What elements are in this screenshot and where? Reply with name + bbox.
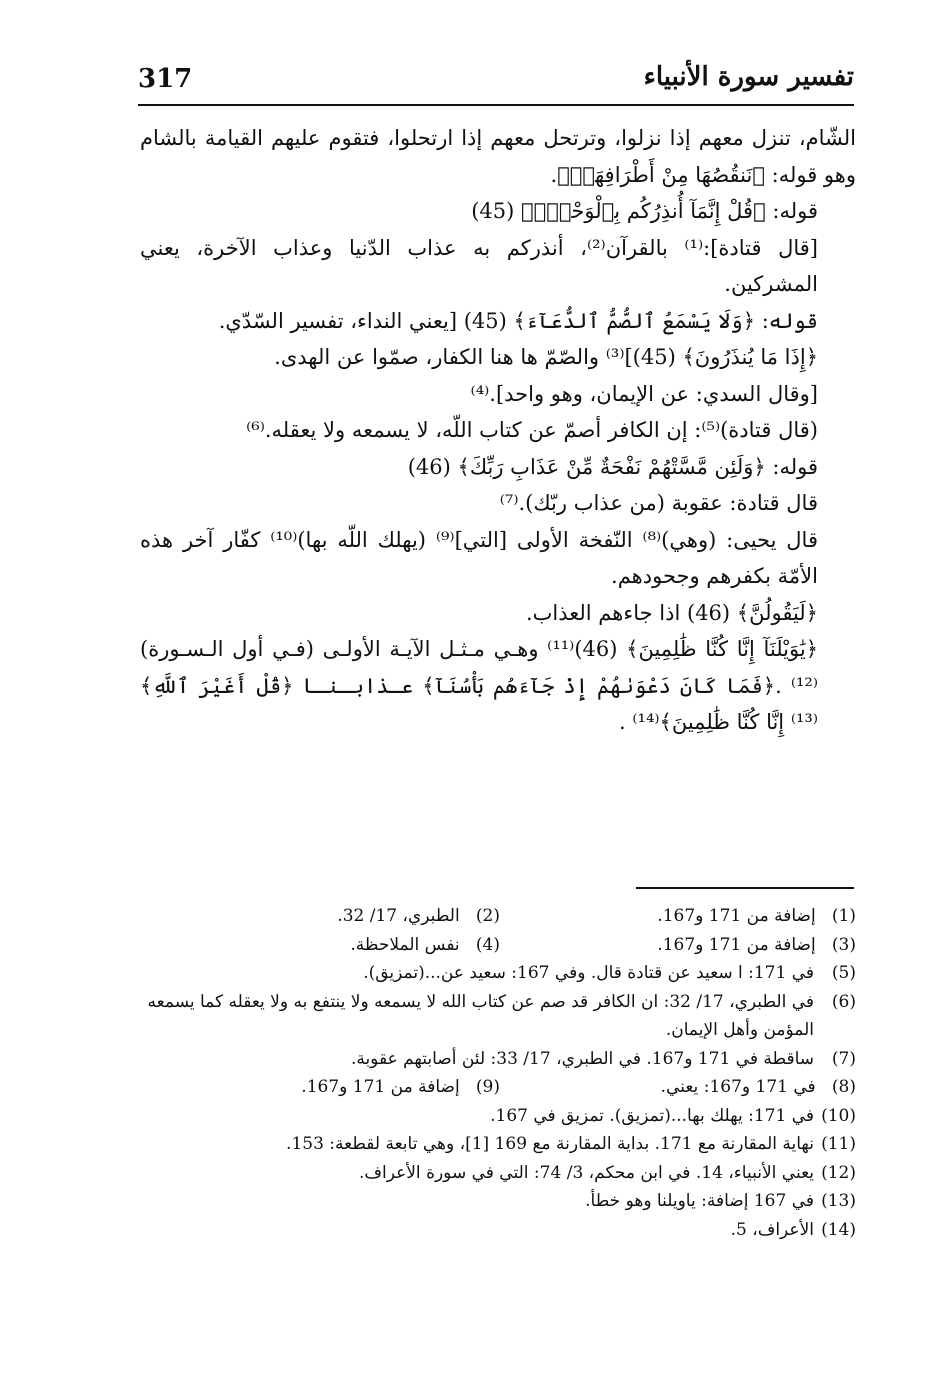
- footnote-text: الأعراف، 5.: [730, 1219, 814, 1240]
- running-title: تفسير سورة الأنبياء: [643, 62, 854, 92]
- footnote-pair: [140, 1073, 856, 1102]
- paragraph: ﴿إِذَا مَا يُنذَرُونَ﴾ (45)]⁽³⁾ والصّمّ ها هنا الكفار، صمّوا عن الهدى.: [274, 345, 818, 369]
- footnote-text: الطبري، 17/ 32.: [337, 906, 460, 926]
- footnote-text: ساقطة في 171 و167. في الطبري، 17/ 33: لئن أصابتهم عقوبة.: [350, 1048, 814, 1069]
- footnote-number: (9): [475, 1077, 500, 1097]
- paragraph: [قال قتادة]:⁽¹⁾ بالقرآن⁽²⁾، أنذركم به عذاب الدّنيا وعذاب الآخرة، يعني المشركين.: [140, 235, 818, 296]
- footnote-6: [140, 988, 856, 1045]
- footnote-11: [140, 1130, 856, 1159]
- footnote-text: يعني الأنبياء، 14. في ابن محكم، 3/ 74: التي في سورة الأعراف.: [358, 1162, 814, 1183]
- paragraph: الشّام، تنزل معهم إذا نزلوا، وترتحل معهم إذا ارتحلوا، فتقوم عليهم القيامة بالشام وهو قوله: ﴿نَنقُصُهَا مِنْ أَطْرَافِهَاۚ﴾.: [140, 126, 856, 187]
- footnote-text: إضافة من 171 و167.: [657, 934, 816, 955]
- footnote-number: (3): [831, 934, 856, 955]
- footnote-1: [657, 902, 856, 931]
- footnote-separator: [636, 887, 854, 889]
- footnote-text: في 171: ا سعيد عن قتادة قال. وفي 167: سعيد عن...(تمزيق).: [363, 963, 814, 983]
- paragraph: [وقال السدي: عن الإيمان، وهو واحد].⁽⁴⁾: [470, 381, 818, 406]
- footnote-12: [140, 1159, 856, 1188]
- footnote-number: (10): [821, 1105, 856, 1126]
- footnote-text: نهاية المقارنة مع 171. بداية المقارنة مع 169 [1]، وهي تابعة لقطعة: 153.: [286, 1134, 814, 1154]
- footnote-text: نفس الملاحظة.: [350, 934, 460, 955]
- footnote-text: في الطبري، 17/ 32: ان الكافر قد صم عن كتاب الله لا يسمعه ولا ينتفع به ولا يعقله كما يسمعه المؤمن وأهل الإيمان.: [147, 991, 814, 1040]
- paragraph: قوله: ﴿قُلْ إِنَّمَآ أُنذِرُكُم بِٱلْوَحْيِۚ﴾ (45): [471, 199, 818, 223]
- footnotes: [140, 902, 856, 1244]
- main-text: [140, 120, 856, 741]
- footnote-8: [661, 1073, 856, 1102]
- footnote-3: [657, 931, 856, 960]
- footnote-10: [140, 1102, 856, 1131]
- paragraph: قال قتادة: عقوبة (من عذاب ربّك).⁽⁷⁾: [499, 491, 818, 515]
- page-number: 317: [138, 64, 193, 94]
- footnote-number: (8): [831, 1077, 856, 1097]
- footnote-text: في 171: يهلك بها...(تمزيق). تمزيق في 167.: [490, 1105, 814, 1126]
- footnote-13: [140, 1187, 856, 1216]
- footnote-number: (11): [821, 1134, 856, 1154]
- footnote-number: (5): [831, 963, 856, 983]
- footnote-number: (13): [821, 1191, 856, 1211]
- footnote-number: (14): [821, 1219, 856, 1240]
- footnote-number: (12): [821, 1162, 856, 1183]
- footnote-number: (1): [831, 906, 856, 926]
- paragraph: ﴿لَيَقُولُنَّ﴾ (46) اذا جاءهم العذاب.: [525, 600, 818, 625]
- footnote-4: [350, 931, 500, 960]
- paragraph: قوله: ﴿وَلَا يَسْمَعُ ٱلصُّمُّ ٱلدُّعَآءَ﴾ (45) [يعني النداء، تفسير السّدّي.: [218, 308, 818, 333]
- paragraph: قوله: ﴿وَلَئِن مَّسَّتْهُمْ نَفْحَةٌ مِّنْ عَذَابِ رَبِّكَ﴾ (46): [407, 454, 818, 479]
- footnote-text: في 171 و167: يعني.: [660, 1077, 816, 1097]
- footnote-number: (6): [831, 991, 856, 1012]
- footnote-7: [140, 1045, 856, 1074]
- footnote-9: [301, 1073, 500, 1102]
- paragraph: (قال قتادة)⁽⁵⁾: إن الكافر أصمّ عن كتاب اللّه، لا يسمعه ولا يعقله.⁽⁶⁾: [246, 418, 818, 442]
- footnote-pair: [140, 902, 856, 931]
- footnote-2: [337, 902, 500, 931]
- footnote-pair: [140, 931, 856, 960]
- footnote-number: (4): [475, 934, 500, 955]
- page-header: [138, 58, 854, 106]
- paragraph: ﴿يَٰوَيْلَنَآ إِنَّا كُنَّا ظَٰلِمِينَ﴾ (46)⁽¹¹⁾ وهـي مـثـل الآيـة الأولـى (فـي أول الـسـورة)⁽¹²⁾ .﴿فَمَا كَانَ دَعْوَىٰهُمْ إِذْ جَآءَهُم بَأْسُنَآ﴾ عـذابـنـا ﴿قُلْ أَغَيْرَ ٱللَّهِ﴾⁽¹³⁾ إِنَّا كُنَّا ظَٰلِمِينَ﴾⁽¹⁴⁾ .: [140, 637, 819, 734]
- footnote-text: في 167 إضافة: ياويلنا وهو خطأ.: [585, 1191, 814, 1211]
- footnote-text: إضافة من 171 و167.: [301, 1077, 460, 1097]
- footnote-text: إضافة من 171 و167.: [657, 906, 816, 926]
- footnote-number: (7): [831, 1048, 856, 1069]
- paragraph: قال يحيى: (وهي)⁽⁸⁾ النّفخة الأولى [التي]⁽⁹⁾ (يهلك اللّه بها)⁽¹⁰⁾ كفّار آخر هذه الأمّة بكفرهم وجحودهم.: [140, 527, 818, 588]
- footnote-number: (2): [475, 906, 500, 926]
- footnote-5: [140, 959, 856, 988]
- footnote-14: [140, 1216, 856, 1245]
